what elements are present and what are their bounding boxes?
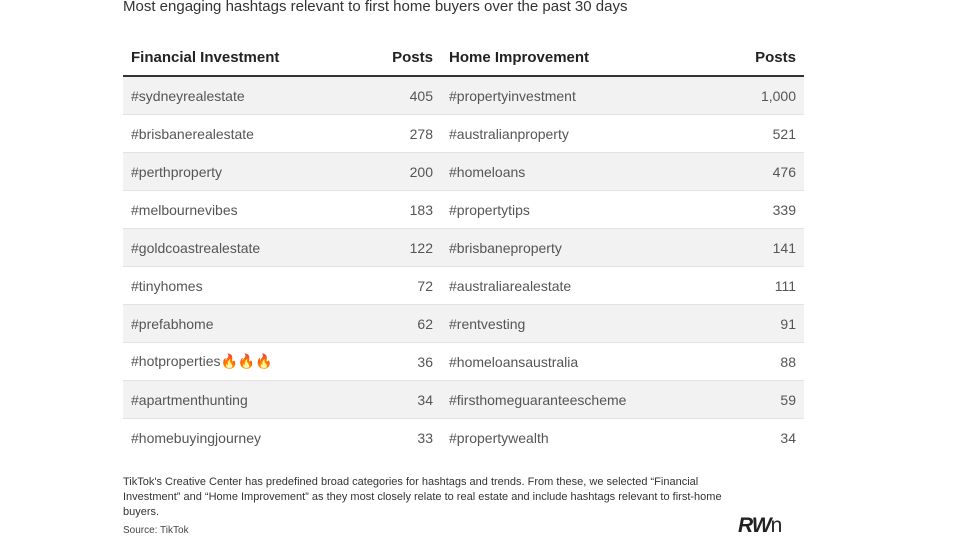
financial-posts: 62: [344, 305, 441, 343]
financial-hashtag: #brisbanerealestate: [123, 115, 344, 153]
table-row: [123, 267, 804, 305]
logo-tail: n: [770, 514, 782, 537]
financial-posts: 72: [344, 267, 441, 305]
table-row: [123, 305, 804, 343]
financial-posts: 36: [344, 343, 441, 381]
home-hashtag: #firsthomeguaranteescheme: [441, 381, 706, 419]
table-row: [123, 419, 804, 457]
financial-hashtag: #prefabhome: [123, 305, 344, 343]
home-hashtag: #rentvesting: [441, 305, 706, 343]
home-hashtag: #brisbaneproperty: [441, 229, 706, 267]
table-row: [123, 191, 804, 229]
home-hashtag: #australiarealestate: [441, 267, 706, 305]
home-posts: 34: [706, 419, 804, 457]
table-row: [123, 115, 804, 153]
financial-hashtag: #homebuyingjourney: [123, 419, 344, 457]
source-credit: Source: TikTok: [123, 525, 189, 536]
header-home-improvement: Home Improvement: [441, 40, 706, 76]
table-header-row: [123, 40, 804, 76]
home-hashtag: #propertyinvestment: [441, 76, 706, 115]
financial-hashtag: #hotproperties🔥🔥🔥: [123, 343, 344, 381]
home-posts: 141: [706, 229, 804, 267]
home-hashtag: #homeloansaustralia: [441, 343, 706, 381]
financial-hashtag: #sydneyrealestate: [123, 76, 344, 115]
table-row: [123, 229, 804, 267]
rwn-logo: [738, 514, 781, 538]
financial-hashtag: #melbournevibes: [123, 191, 344, 229]
table-row: [123, 381, 804, 419]
financial-posts: 122: [344, 229, 441, 267]
table-row: [123, 76, 804, 115]
home-hashtag: #propertytips: [441, 191, 706, 229]
hashtag-table: [123, 40, 804, 456]
financial-posts: 200: [344, 153, 441, 191]
financial-hashtag: #goldcoastrealestate: [123, 229, 344, 267]
methodology-note: TikTok's Creative Center has predefined broad categories for hashtags and trends. From these, we selected “Financial Investment” and “Home Improvement” as they most closely relate to real estate and include hashtags relevant to first-home buyers.: [123, 476, 722, 518]
home-posts: 339: [706, 191, 804, 229]
home-hashtag: #australianproperty: [441, 115, 706, 153]
logo-letters: RW: [738, 514, 771, 537]
financial-posts: 183: [344, 191, 441, 229]
financial-posts: 33: [344, 419, 441, 457]
home-posts: 91: [706, 305, 804, 343]
home-posts: 59: [706, 381, 804, 419]
home-posts: 88: [706, 343, 804, 381]
financial-posts: 34: [344, 381, 441, 419]
header-posts-financial: Posts: [344, 40, 441, 76]
table-row: [123, 153, 804, 191]
home-posts: 476: [706, 153, 804, 191]
header-posts-home: Posts: [706, 40, 804, 76]
financial-hashtag: #tinyhomes: [123, 267, 344, 305]
home-posts: 111: [706, 267, 804, 305]
home-posts: 521: [706, 115, 804, 153]
financial-hashtag: #apartmenthunting: [123, 381, 344, 419]
table-row: [123, 343, 804, 381]
financial-posts: 405: [344, 76, 441, 115]
financial-hashtag: #perthproperty: [123, 153, 344, 191]
home-hashtag: #homeloans: [441, 153, 706, 191]
home-posts: 1,000: [706, 76, 804, 115]
table-subtitle: Most engaging hashtags relevant to first home buyers over the past 30 days: [123, 0, 628, 15]
financial-posts: 278: [344, 115, 441, 153]
header-financial-investment: Financial Investment: [123, 40, 344, 76]
home-hashtag: #propertywealth: [441, 419, 706, 457]
